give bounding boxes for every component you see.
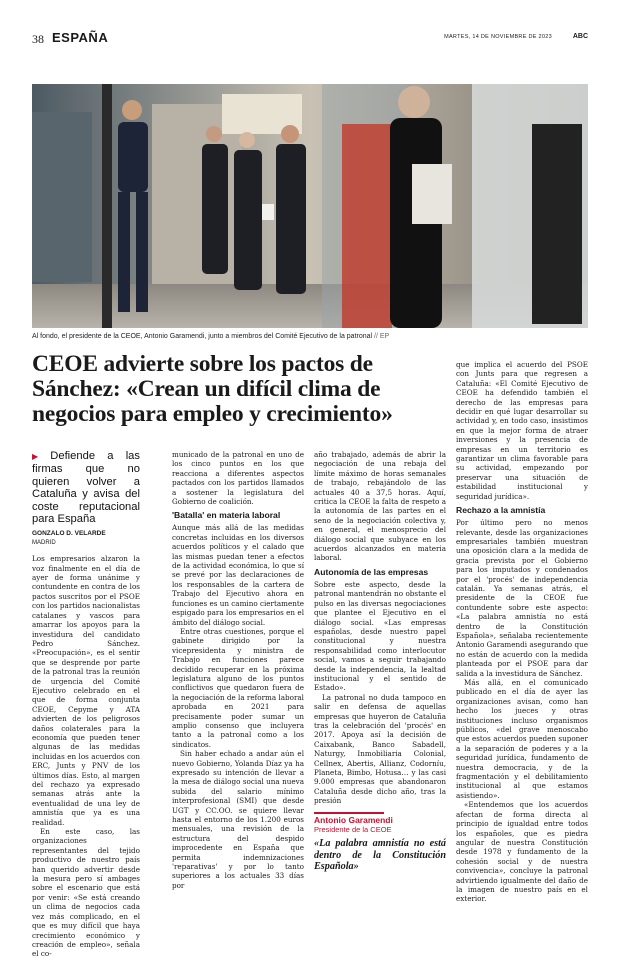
quote-author: Antonio Garamendi xyxy=(314,814,393,825)
column-4 xyxy=(456,360,588,904)
body-paragraph: La patronal no duda tampoco en salir en defensa de aquellas empresas que huyeron de Cataluña tras la celebración del 'procés' en 2017. Apoya así la decisión de Caixabank, Banco Sabadell, Naturgy, Inmobiliaria Colonial, Cellnex, Abertis, Allianz, Codorníu, Planeta, Bimbo, Hotusa… y las casi 9.000 empresas que abandonaron Cataluña desde dicho año, tras la presión xyxy=(314,692,446,806)
photo-credit: // EP xyxy=(374,333,390,340)
article-photo xyxy=(32,84,588,328)
lead-arrow-icon: ▶ xyxy=(32,452,48,461)
body-paragraph: que implica el acuerdo del PSOE con Junts para que regresen a Cataluña: «El Comité Ejecutivo de CEOE ha defendido también el derecho de las empresas para decidir en qué lugar desarrollar su actividad y, en todo caso, insistimos en que la mejor forma de atraer inversiones y la presencia de empresas en un territorio es garantizar un clima favorable para su actividad, empezando por preservar una situación de estabilidad institucional y seguridad jurídica». xyxy=(456,360,588,501)
section-title: ESPAÑA xyxy=(52,30,109,45)
caption-text: Al fondo, el presidente de la CEOE, Antonio Garamendi, junto a miembros del Comité Ejecutivo de la patronal xyxy=(32,333,373,340)
body-paragraph: municado de la patronal en uno de los cinco puntos en los que reacciona a diferentes aspectos pactados con los partidos llamados a sostener la legislatura del Gobierno de coalición. xyxy=(172,450,304,507)
column-3 xyxy=(314,450,446,873)
body-paragraph: Sobre este aspecto, desde la patronal mantendrán no obstante el pulso en las diversas negociaciones que plantee el Ejecutivo en el diálogo social. «Las empresas españolas, desde nuestro papel constitucional y nuestra responsabilidad como interlocutor social, vamos a seguir trabajando desde la independencia, la lealtad institucional y el sentido de Estado». xyxy=(314,579,446,693)
subheading: Autonomía de las empresas xyxy=(314,566,429,577)
body-paragraph: «Entendemos que los acuerdos afectan de forma directa al principio de igualdad entre todos los españoles, que es piedra angular de nuestra Constitución desde 1978 y fundamento de la cohesión social y de nuestra convivencia», concluye la patronal advirtiendo igualmente del daño de la imagen de nuestro país en el exterior. xyxy=(456,800,588,904)
photo-caption xyxy=(32,332,588,341)
article-headline: CEOE advierte sobre los pactos de Sánchez: «Crean un difícil clima de negocios para empleo y crecimiento» xyxy=(32,351,393,427)
body-paragraph: Entre otras cuestiones, porque el gabinete dirigido por la vicepresidenta y ministra de Trabajo en funciones parece decidido recuperar en la próxima legislatura alguno de los puntos conflictivos que quedaron fuera de la negociación de la reforma laboral aprobada en 2021 para precisamente poder sumar un amplio consenso que incluyera tanto a la patronal como a los sindicatos. xyxy=(172,626,304,749)
quote-author-role: Presidente de la CEOE xyxy=(314,825,392,835)
author-byline: GONZALO D. VELARDE xyxy=(32,530,106,538)
column-2 xyxy=(172,450,304,890)
page-header xyxy=(32,26,588,48)
body-paragraph: Los empresarios alzaron la voz finalmente en el día de ayer de forma unánime y contundente en contra de los pactos suscritos por el PSOE con los partidos nacionalistas catalanes y vascos para amarrar los apoyos para la investidura del candidato Pedro Sánchez. «Preocupación», es el sentir que se desprende por parte de la patronal tras la reunión de urgencia del Comité Ejecutivo celebrado en el que de forma conjunta CEOE, Cepyme y ATA advierten de los peligrosos daños colaterales para la economía que pueden tener algunas de las medidas incluidas en los acuerdos con ERC, Junts y PNV de los últimos días. Esto, al margen del rechazo ya expresado semanas atrás ante la eventualidad de una ley de amnistía que ya es una realidad. xyxy=(32,554,140,827)
issue-date: MARTES, 14 DE NOVIEMBRE DE 2023 xyxy=(444,34,552,40)
subheading: 'Batalla' en materia laboral xyxy=(172,510,281,521)
body-paragraph: Sin haber echado a andar aún el nuevo Gobierno, Yolanda Díaz ya ha expresado su intención de llevar a la mesa de diálogo social una nueva subida del salario mínimo interprofesional (SMI) que desde UGT y CC.OO. se quiere llevar hasta el entorno de los 1.200 euros mensuales, una revisión de la estructura del despido improcedente en España que permita indemnizaciones 'reparativas' y por lo tanto superiores a los actuales 33 días por xyxy=(172,749,304,890)
body-paragraph: año trabajado, además de abrir la negociación de una rebaja del límite máximo de horas semanales de trabajo, rebajándolo de las actuales 40 a 37,5 horas. Aquí, critica la CEOE la falta de respeto a la autonomía de las partes en el seno de la negociación colectiva y, en general, el menosprecio del diálogo social que subyace en los acuerdos alcanzados en materia laboral. xyxy=(314,450,446,563)
body-paragraph: Por último pero no menos relevante, desde las organizaciones empresariales también muestran una oposición clara a la medida de gracia prevista por el Gobierno para los imputados y condenados por el 'procés' de independencia catalán. Ya semanas atrás, el presidente de la CEOE fue contundente sobre este aspecto: «La palabra amnistía no está dentro de la Constitución Española», señalaba recientemente Antonio Garamendi asegurando que no están de acuerdo con la medida planteada por el PSOE para dar salida a la investidura de Sánchez. xyxy=(456,518,588,678)
lead-text: Defiende a las firmas que no quieren volver a Cataluña y avisa del coste reputacional para España xyxy=(32,450,140,526)
pull-quote: «La palabra amnistía no está dentro de la Constitución Española» xyxy=(314,838,446,873)
subheading: Rechazo a la amnistía xyxy=(456,505,546,516)
page-number: 38 xyxy=(32,32,44,46)
body-paragraph: Aunque más allá de las medidas concretas incluidas en los diversos acuerdos políticos y el calado que las mismas puedan tener a efectos de la actividad económica, lo que sí se prevé por las declaraciones de los responsables de la cartera de Trabajo del Ejecutivo ahora en funciones es un camino ciertamente espigado para los empresarios en el ámbito del diálogo social. xyxy=(172,523,304,627)
dateline-place: MADRID xyxy=(32,539,56,546)
quote-divider xyxy=(314,812,384,814)
column-1 xyxy=(32,450,140,959)
photo-illustration xyxy=(32,84,588,328)
body-paragraph: Más allá, en el comunicado publicado en el día de ayer las organizaciones avisan, como han hecho los jueces y otras instituciones incluso organismos públicos, «del grave menoscabo que estos acuerdos pueden suponer a la separación de poderes y a la seguridad jurídica, fundamento de nuestra democracia, y de la fragmentación y el debilitamiento institucional al que estamos asistiendo». xyxy=(456,678,588,800)
body-paragraph: En este caso, las organizaciones representantes del tejido productivo de nuestro país han querido advertir desde la mesura pero sí ambages sobre el escenario que está por venir: «Se está creando un clima de negocios cada vez más complicado, en el que es muy difícil que haya crecimiento económico y creación de empleo», señala el co- xyxy=(32,827,140,959)
brand-logo: ABC xyxy=(572,33,588,40)
article-lead xyxy=(32,450,140,525)
